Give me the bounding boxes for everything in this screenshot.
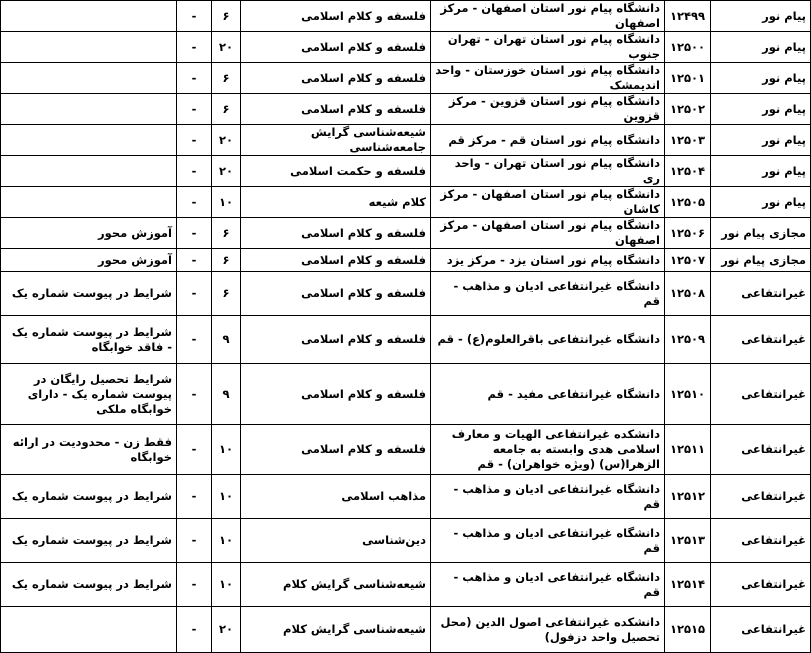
field-code-cell: ۱۲۵۰۵	[665, 187, 711, 218]
field-name-cell: فلسفه و کلام اسلامی	[241, 32, 431, 63]
university-type-cell: غیرانتفاعی	[711, 563, 811, 607]
institution-cell: دانشگاه غیرانتفاعی ادیان و مذاهب - قم	[431, 272, 665, 316]
table-row	[1, 1, 811, 32]
field-name-cell: شیعه‌شناسی گرایش کلام	[241, 563, 431, 607]
table-row	[1, 272, 811, 316]
capacity-cell: ۶	[212, 63, 241, 94]
capacity-cell: ۱۰	[212, 519, 241, 563]
university-type-cell: پیام نور	[711, 94, 811, 125]
capacity-cell: ۲۰	[212, 32, 241, 63]
note-cell: شرایط در پیوست شماره یک	[1, 475, 177, 519]
table-row	[1, 63, 811, 94]
field-name-cell: فلسفه و کلام اسلامی	[241, 94, 431, 125]
field-name-cell: دین‌شناسی	[241, 519, 431, 563]
dash-cell: -	[177, 156, 212, 187]
institution-cell: دانشگاه پیام نور استان اصفهان - مرکز اصفهان	[431, 1, 665, 32]
note-cell: آموزش محور	[1, 218, 177, 249]
field-code-cell: ۱۲۵۱۳	[665, 519, 711, 563]
institution-cell: دانشگاه پیام نور استان اصفهان - مرکز کاشان	[431, 187, 665, 218]
institution-cell: دانشگاه غیرانتفاعی مفید - قم	[431, 364, 665, 425]
capacity-cell: ۲۰	[212, 156, 241, 187]
dash-cell: -	[177, 563, 212, 607]
field-code-cell: ۱۲۵۱۵	[665, 607, 711, 653]
field-name-cell: شیعه‌شناسی گرایش جامعه‌شناسی	[241, 125, 431, 156]
field-code-cell: ۱۲۵۰۸	[665, 272, 711, 316]
field-name-cell: فلسفه و کلام اسلامی	[241, 1, 431, 32]
institution-cell: دانشگاه پیام نور استان تهران - تهران جنوب	[431, 32, 665, 63]
table-row	[1, 125, 811, 156]
dash-cell: -	[177, 1, 212, 32]
dash-cell: -	[177, 218, 212, 249]
field-name-cell: فلسفه و کلام اسلامی	[241, 364, 431, 425]
university-type-cell: پیام نور	[711, 187, 811, 218]
table-row	[1, 364, 811, 425]
dash-cell: -	[177, 32, 212, 63]
field-name-cell: فلسفه و کلام اسلامی	[241, 316, 431, 364]
capacity-cell: ۶	[212, 218, 241, 249]
field-name-cell: شیعه‌شناسی گرایش کلام	[241, 607, 431, 653]
table-row	[1, 32, 811, 63]
note-cell: شرایط در پیوست شماره یک	[1, 272, 177, 316]
university-type-cell: غیرانتفاعی	[711, 425, 811, 475]
note-cell	[1, 187, 177, 218]
table-row	[1, 94, 811, 125]
university-type-cell: پیام نور	[711, 125, 811, 156]
institution-cell: دانشگاه غیرانتفاعی باقرالعلوم(ع) - قم	[431, 316, 665, 364]
institution-cell: دانشکده غیرانتفاعی اصول الدین (محل تحصیل واحد دزفول)	[431, 607, 665, 653]
field-code-cell: ۱۲۵۰۷	[665, 249, 711, 272]
capacity-cell: ۶	[212, 1, 241, 32]
table-row	[1, 249, 811, 272]
field-name-cell: مذاهب اسلامی	[241, 475, 431, 519]
note-cell: شرایط در پیوست شماره یک - فاقد خوابگاه	[1, 316, 177, 364]
capacity-cell: ۶	[212, 94, 241, 125]
table-row	[1, 425, 811, 475]
field-code-cell: ۱۲۵۱۴	[665, 563, 711, 607]
table-row	[1, 519, 811, 563]
capacity-cell: ۶	[212, 249, 241, 272]
university-type-cell: پیام نور	[711, 1, 811, 32]
university-type-cell: غیرانتفاعی	[711, 364, 811, 425]
university-type-cell: غیرانتفاعی	[711, 475, 811, 519]
field-name-cell: فلسفه و حکمت اسلامی	[241, 156, 431, 187]
table-row	[1, 187, 811, 218]
university-type-cell: غیرانتفاعی	[711, 607, 811, 653]
note-cell	[1, 156, 177, 187]
table-row	[1, 607, 811, 653]
dash-cell: -	[177, 425, 212, 475]
dash-cell: -	[177, 519, 212, 563]
note-cell: فقط زن - محدودیت در ارائه خوابگاه	[1, 425, 177, 475]
note-cell: شرایط در پیوست شماره یک	[1, 519, 177, 563]
dash-cell: -	[177, 272, 212, 316]
institution-cell: دانشگاه پیام نور استان خوزستان - واحد اندیمشک	[431, 63, 665, 94]
note-cell	[1, 94, 177, 125]
note-cell	[1, 125, 177, 156]
table-row	[1, 563, 811, 607]
capacity-cell: ۱۰	[212, 425, 241, 475]
university-type-cell: پیام نور	[711, 32, 811, 63]
table-row	[1, 316, 811, 364]
university-type-cell: پیام نور	[711, 156, 811, 187]
dash-cell: -	[177, 94, 212, 125]
capacity-cell: ۶	[212, 272, 241, 316]
dash-cell: -	[177, 63, 212, 94]
field-code-cell: ۱۲۵۱۱	[665, 425, 711, 475]
dash-cell: -	[177, 125, 212, 156]
field-name-cell: فلسفه و کلام اسلامی	[241, 218, 431, 249]
dash-cell: -	[177, 187, 212, 218]
field-code-cell: ۱۲۵۰۴	[665, 156, 711, 187]
institution-cell: دانشکده غیرانتفاعی الهیات و معارف اسلامی هدی وابسته به جامعه الزهرا(س) (ویژه خواهران) - قم	[431, 425, 665, 475]
university-type-cell: غیرانتفاعی	[711, 272, 811, 316]
dash-cell: -	[177, 475, 212, 519]
field-name-cell: فلسفه و کلام اسلامی	[241, 425, 431, 475]
university-type-cell: مجازی پیام نور	[711, 218, 811, 249]
field-code-cell: ۱۲۵۰۱	[665, 63, 711, 94]
capacity-cell: ۹	[212, 316, 241, 364]
dash-cell: -	[177, 316, 212, 364]
field-code-cell: ۱۲۵۰۲	[665, 94, 711, 125]
university-type-cell: مجازی پیام نور	[711, 249, 811, 272]
institution-cell: دانشگاه پیام نور استان تهران - واحد ری	[431, 156, 665, 187]
institution-cell: دانشگاه غیرانتفاعی ادیان و مذاهب - قم	[431, 519, 665, 563]
field-code-cell: ۱۲۵۰۹	[665, 316, 711, 364]
institution-cell: دانشگاه غیرانتفاعی ادیان و مذاهب - قم	[431, 475, 665, 519]
capacity-cell: ۲۰	[212, 607, 241, 653]
table-row	[1, 475, 811, 519]
field-name-cell: کلام شیعه	[241, 187, 431, 218]
institution-cell: دانشگاه پیام نور استان یزد - مرکز یزد	[431, 249, 665, 272]
note-cell: شرایط تحصیل رایگان در پیوست شماره یک - دارای خوابگاه ملکی	[1, 364, 177, 425]
institution-cell: دانشگاه پیام نور استان قزوین - مرکز قزوین	[431, 94, 665, 125]
field-name-cell: فلسفه و کلام اسلامی	[241, 63, 431, 94]
capacity-cell: ۹	[212, 364, 241, 425]
dash-cell: -	[177, 364, 212, 425]
institution-cell: دانشگاه پیام نور استان اصفهان - مرکز اصفهان	[431, 218, 665, 249]
university-type-cell: پیام نور	[711, 63, 811, 94]
field-code-cell: ۱۲۵۱۲	[665, 475, 711, 519]
note-cell: شرایط در پیوست شماره یک	[1, 563, 177, 607]
capacity-cell: ۲۰	[212, 125, 241, 156]
university-type-cell: غیرانتفاعی	[711, 519, 811, 563]
table-row	[1, 156, 811, 187]
note-cell	[1, 607, 177, 653]
capacity-cell: ۱۰	[212, 563, 241, 607]
field-code-cell: ۱۲۵۰۶	[665, 218, 711, 249]
capacity-cell: ۱۰	[212, 187, 241, 218]
note-cell	[1, 1, 177, 32]
field-name-cell: فلسفه و کلام اسلامی	[241, 249, 431, 272]
table-row	[1, 218, 811, 249]
field-code-cell: ۱۲۴۹۹	[665, 1, 711, 32]
field-code-cell: ۱۲۵۰۳	[665, 125, 711, 156]
capacity-cell: ۱۰	[212, 475, 241, 519]
dash-cell: -	[177, 249, 212, 272]
note-cell	[1, 63, 177, 94]
table-body	[1, 1, 811, 653]
field-name-cell: فلسفه و کلام اسلامی	[241, 272, 431, 316]
institution-cell: دانشگاه پیام نور استان قم - مرکز قم	[431, 125, 665, 156]
institution-cell: دانشگاه غیرانتفاعی ادیان و مذاهب - قم	[431, 563, 665, 607]
field-code-cell: ۱۲۵۱۰	[665, 364, 711, 425]
note-cell	[1, 32, 177, 63]
note-cell: آموزش محور	[1, 249, 177, 272]
university-type-cell: غیرانتفاعی	[711, 316, 811, 364]
field-code-cell: ۱۲۵۰۰	[665, 32, 711, 63]
dash-cell: -	[177, 607, 212, 653]
